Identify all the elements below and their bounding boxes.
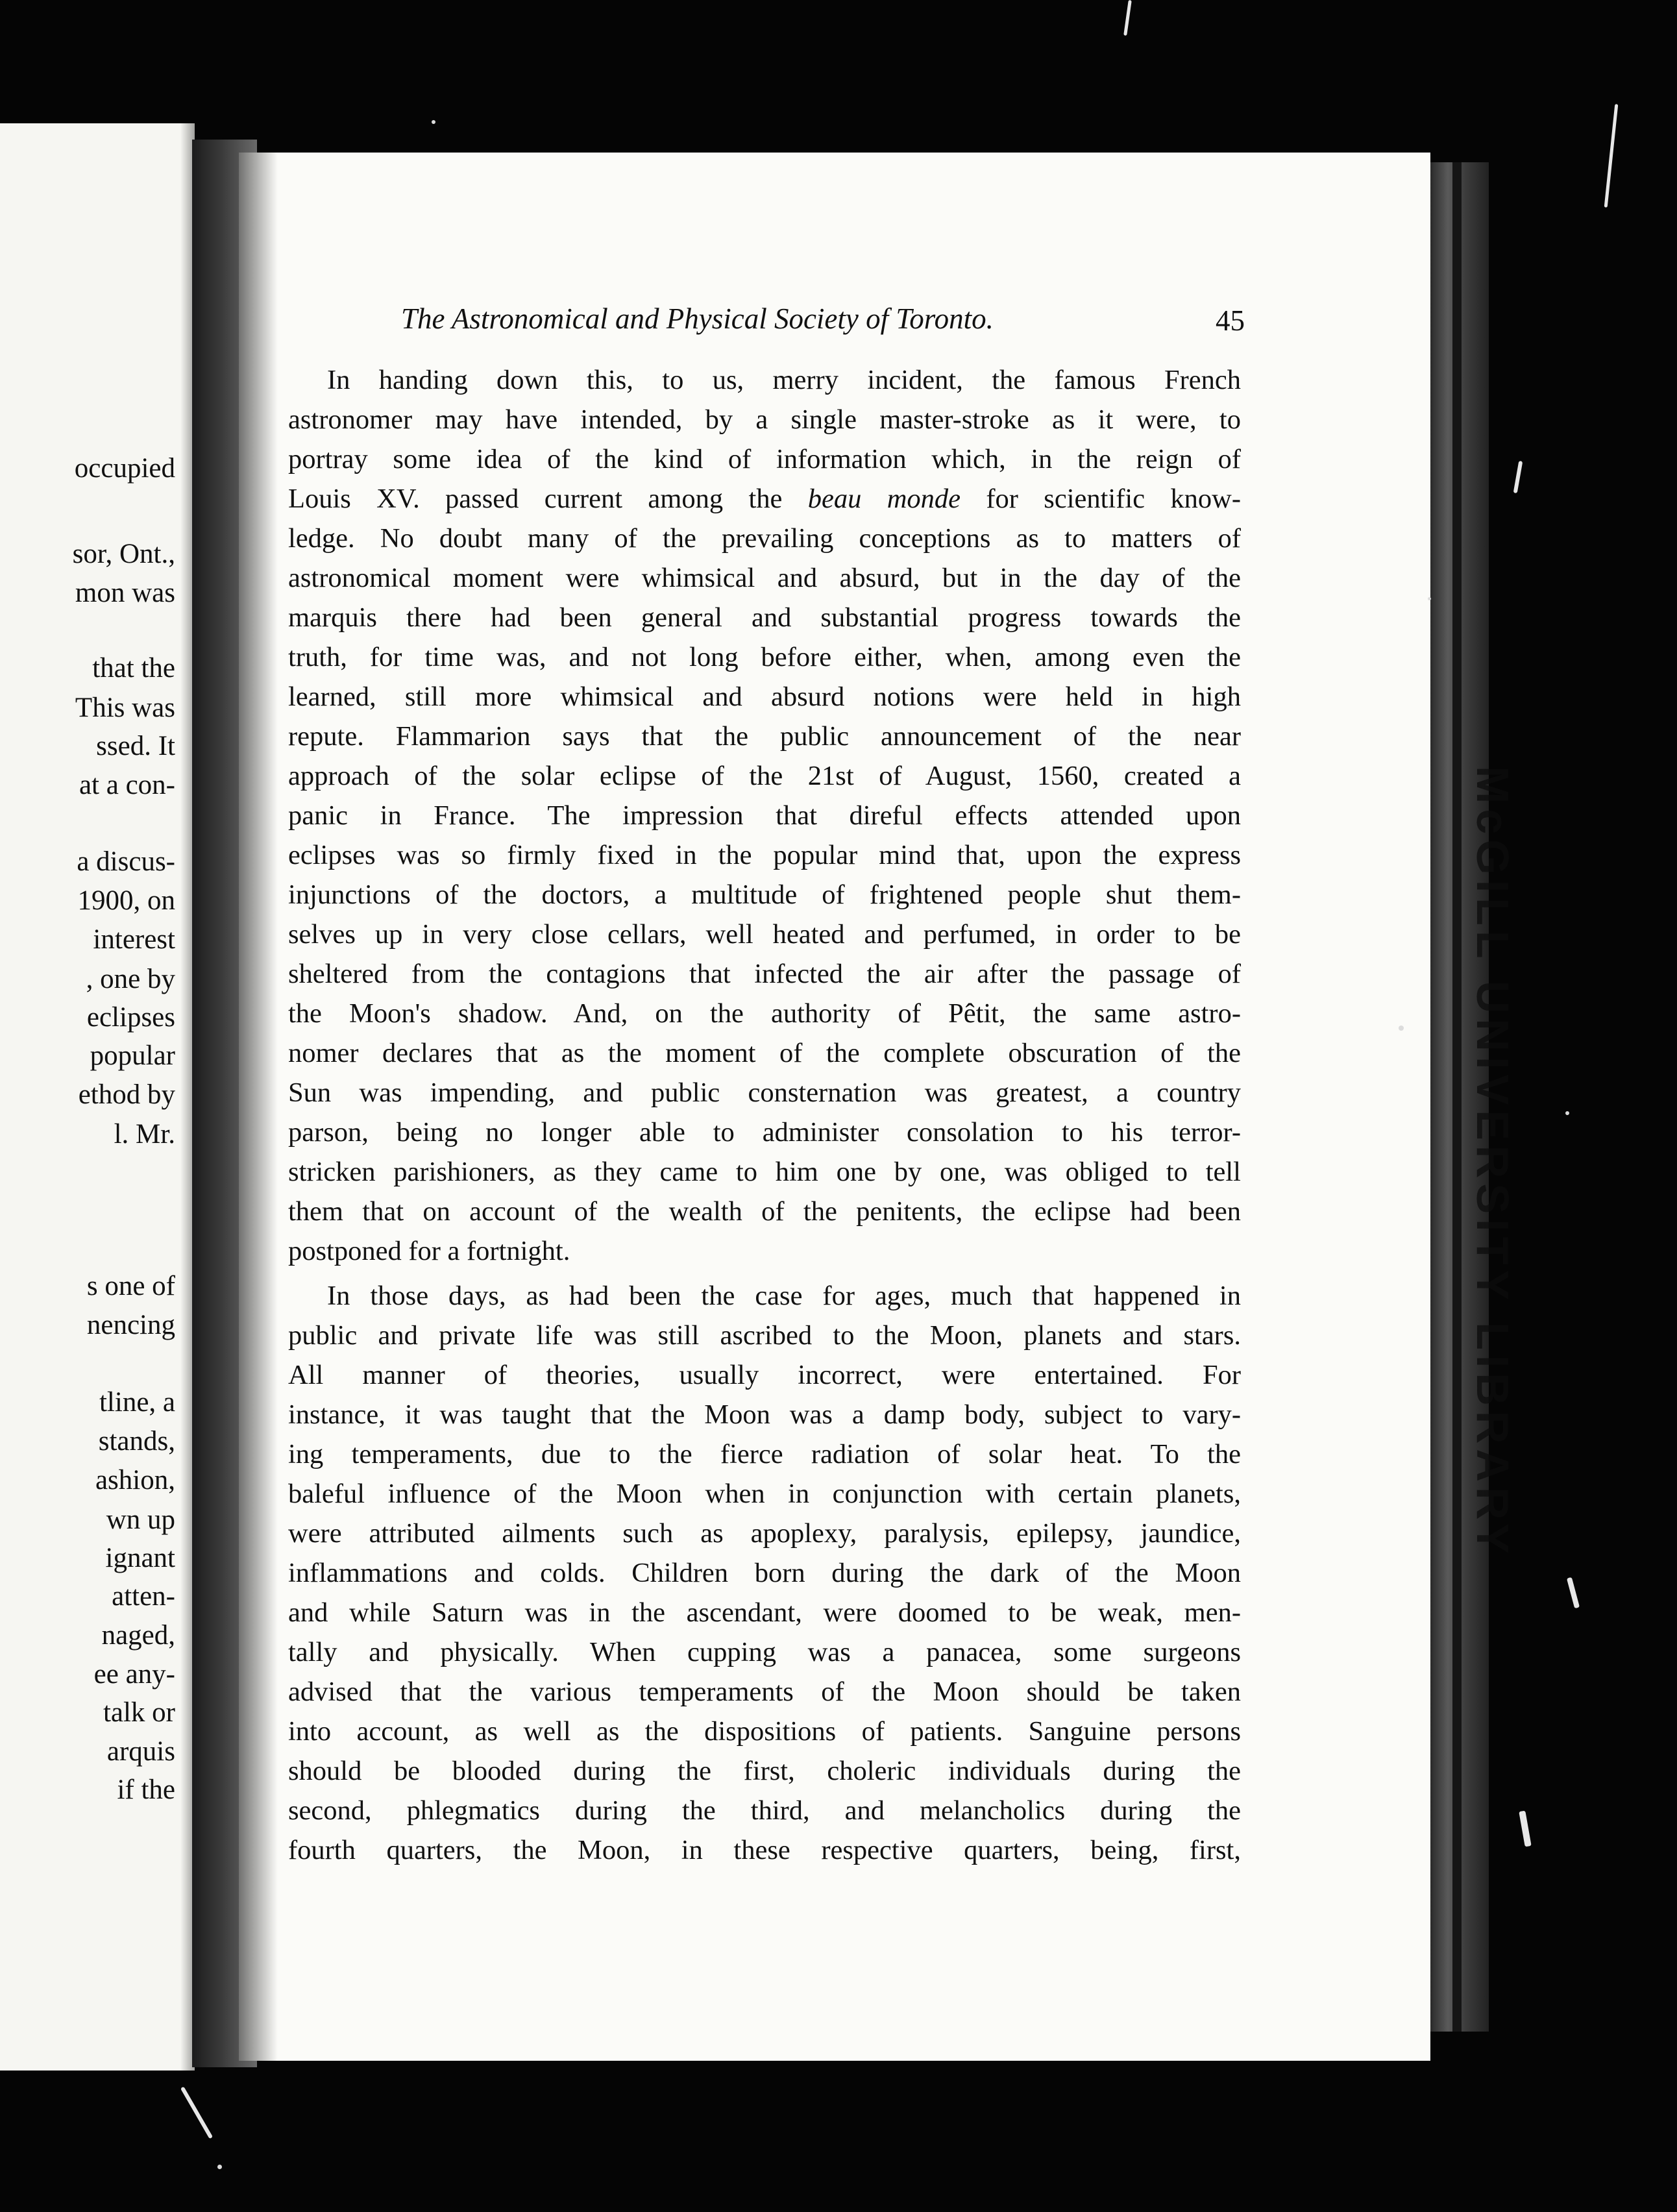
text-line: and while Saturn was in the ascendant, were doomed to be weak, men- <box>288 1597 1241 1628</box>
text-line: All manner of theories, usually incorrect, were entertained. For <box>288 1360 1241 1390</box>
text-line: Louis XV. passed current among the beau monde for scientific know- <box>288 484 1242 514</box>
scan-artifact <box>1604 104 1619 208</box>
text-line: sheltered from the contagions that infected the air after the passage of <box>288 959 1241 989</box>
scan-speck <box>217 2165 222 2169</box>
left-page-fragment: s one of <box>86 1271 175 1301</box>
left-page-fragment: 1900, on <box>77 885 175 916</box>
left-page-fragment: arquis <box>106 1736 175 1767</box>
left-page-fragment: nencing <box>86 1310 175 1340</box>
text-line: public and private life was still ascribed to the Moon, planets and stars. <box>288 1320 1241 1351</box>
text-line: instance, it was taught that the Moon was a damp body, subject to vary- <box>288 1399 1241 1430</box>
scan-artifact <box>1519 1811 1531 1847</box>
left-page <box>0 123 195 2071</box>
left-page-fragment: tline, a <box>99 1387 175 1418</box>
text-line: In those days, as had been the case for ages, much that happened in <box>327 1281 1241 1311</box>
left-page-fragment: eclipses <box>86 1002 175 1033</box>
right-page-shadow <box>239 153 278 2061</box>
text-line: Sun was impending, and public consternation was greatest, a country <box>288 1077 1241 1108</box>
scan-speck <box>432 120 435 124</box>
scan-artifact <box>1567 1577 1580 1608</box>
left-page-fragment: ashion, <box>95 1465 175 1495</box>
left-page-fragment: popular <box>90 1040 175 1071</box>
body-text <box>288 360 1241 1870</box>
scan-speck <box>1565 1111 1569 1115</box>
text-line: advised that the various temperaments of the Moon should be taken <box>288 1677 1241 1707</box>
text-line: ledge. No doubt many of the prevailing conceptions as to matters of <box>288 523 1241 554</box>
text-line: eclipses was so firmly fixed in the popular mind that, upon the express <box>288 840 1241 870</box>
text-line: ing temperaments, due to the fierce radiation of solar heat. To the <box>288 1439 1241 1469</box>
text-line: them that on account of the wealth of the penitents, the eclipse had been <box>288 1196 1241 1227</box>
text-line: approach of the solar eclipse of the 21st of August, 1560, created a <box>288 761 1241 791</box>
left-page-fragment: naged, <box>101 1620 175 1651</box>
text-line: inflammations and colds. Children born during the dark of the Moon <box>288 1558 1241 1588</box>
text-line: second, phlegmatics during the third, and melancholics during the <box>288 1795 1241 1826</box>
left-page-fragment: atten- <box>112 1581 175 1612</box>
text-line: into account, as well as the dispositions of patients. Sanguine persons <box>288 1716 1241 1747</box>
text-line: were attributed ailments such as apoplexy, paralysis, epilepsy, jaundice, <box>288 1518 1241 1549</box>
left-page-fragment: , one by <box>86 964 175 994</box>
left-page-fragment: if the <box>117 1775 175 1805</box>
left-page-fragment: ssed. It <box>96 731 175 761</box>
text-line: astronomical moment were whimsical and absurd, but in the day of the <box>288 563 1241 593</box>
left-page-fragment: ee any- <box>93 1659 175 1690</box>
scan-speck <box>1399 1026 1404 1031</box>
left-page-fragment: ethod by <box>78 1079 175 1110</box>
text-line: truth, for time was, and not long before either, when, among even the <box>288 642 1241 672</box>
text-line: portray some idea of the kind of information which, in the reign of <box>288 444 1241 474</box>
left-page-fragment: l. Mr. <box>114 1119 175 1149</box>
text-line: parson, being no longer able to administer consolation to his terror- <box>288 1117 1241 1148</box>
left-page-fragment: sor, Ont., <box>72 539 175 569</box>
paragraph <box>288 1276 1241 1870</box>
left-page-fragment: that the <box>92 653 175 683</box>
italic-phrase: beau monde <box>807 484 961 514</box>
text-line: fourth quarters, the Moon, in these respective quarters, being, first, <box>288 1835 1241 1865</box>
left-page-fragment: mon was <box>75 578 175 608</box>
text-line: selves up in very close cellars, well heated and perfumed, in order to be <box>288 919 1241 950</box>
left-page-fragment: talk or <box>103 1697 175 1728</box>
text-line: panic in France. The impression that direful effects attended upon <box>288 800 1241 831</box>
running-head: The Astronomical and Physical Society of Toronto. <box>401 302 994 335</box>
left-page-fragment: wn up <box>106 1505 175 1535</box>
left-page-fragment: at a con- <box>79 770 175 800</box>
library-stamp: McGILL UNIVERSITY LIBRARY <box>1467 766 1518 1559</box>
left-page-fragment: occupied <box>74 453 175 484</box>
left-page-fragment: ignant <box>105 1543 175 1573</box>
scan-speck <box>1428 597 1431 600</box>
text-line: In handing down this, to us, merry incident, the famous French <box>327 365 1241 395</box>
paragraph <box>288 360 1241 1271</box>
left-page-fragment: This was <box>75 693 175 723</box>
scan-artifact <box>180 2087 213 2139</box>
text-line: the Moon's shadow. And, on the authority of Pêtit, the same astro- <box>288 998 1241 1029</box>
text-line: marquis there had been general and substantial progress towards the <box>288 602 1241 633</box>
left-page-fragment: interest <box>93 924 175 955</box>
book-edge-groove <box>1452 162 1462 2032</box>
scan-artifact <box>1123 0 1132 36</box>
text-line: learned, still more whimsical and absurd notions were held in high <box>288 682 1241 712</box>
text-line: repute. Flammarion says that the public announcement of the near <box>288 721 1241 752</box>
right-page <box>239 153 1430 2061</box>
text-line: astronomer may have intended, by a single master-stroke as it were, to <box>288 404 1241 435</box>
text-line: tally and physically. When cupping was a panacea, some surgeons <box>288 1637 1241 1667</box>
left-page-fragment: a discus- <box>77 846 175 877</box>
text-line: postponed for a fortnight. <box>288 1236 570 1266</box>
text-line: baleful influence of the Moon when in conjunction with certain planets, <box>288 1479 1241 1509</box>
text-line: stricken parishioners, as they came to him one by one, was obliged to tell <box>288 1157 1241 1187</box>
left-page-fragment: stands, <box>98 1426 175 1456</box>
text-line: should be blooded during the first, choleric individuals during the <box>288 1756 1241 1786</box>
text-line: injunctions of the doctors, a multitude of frightened people shut them- <box>288 879 1241 910</box>
scan-artifact <box>1513 461 1523 493</box>
page-number: 45 <box>1216 304 1245 337</box>
text-line: nomer declares that as the moment of the complete obscuration of the <box>288 1038 1241 1068</box>
